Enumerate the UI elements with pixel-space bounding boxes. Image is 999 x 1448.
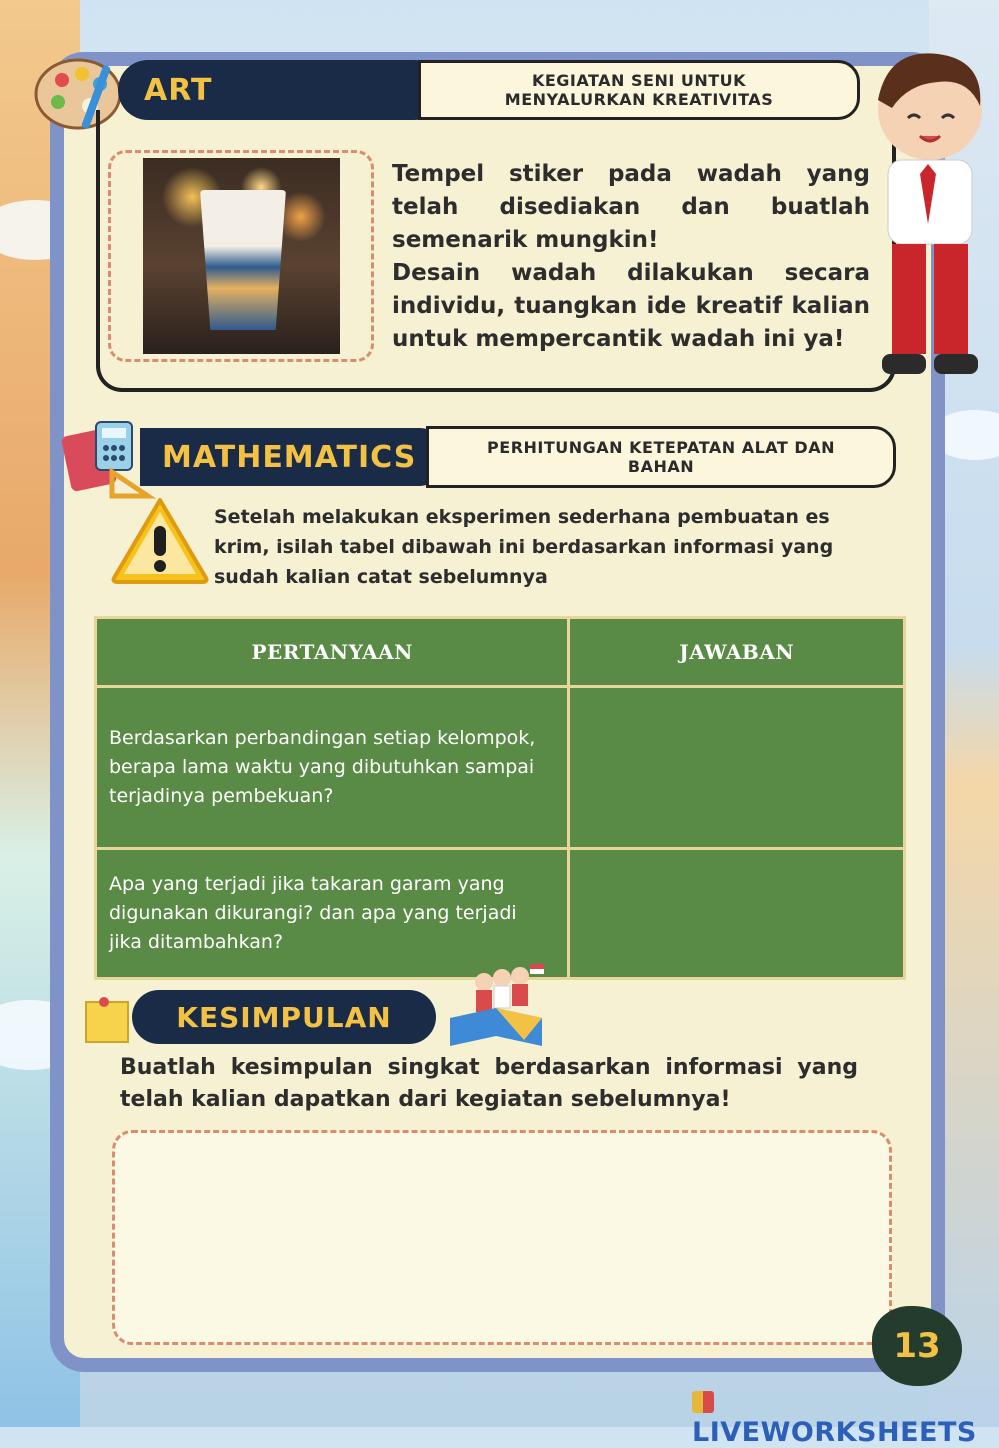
table-row xyxy=(96,687,905,849)
question-cell: Berdasarkan perbandingan setiap kelompok, berapa lama waktu yang dibutuhkan sampai terjadinya pembekuan? xyxy=(96,687,569,849)
student-character-illustration xyxy=(868,48,988,388)
students-book-illustration xyxy=(444,962,548,1054)
math-title-pill xyxy=(140,428,448,486)
table-row xyxy=(96,849,905,979)
sticky-note-icon xyxy=(82,994,132,1044)
kesimpulan-title-pill xyxy=(132,990,436,1044)
math-banner-text: PERHITUNGAN KETEPATAN ALAT DAN BAHAN xyxy=(487,438,835,476)
page-number: 13 xyxy=(893,1326,941,1366)
art-paragraph-2: Desain wadah dilakukan secara individu, tuangkan ide kreatif kalian untuk mempercantik wadah ini ya! xyxy=(392,260,870,352)
table-header-question: PERTANYAAN xyxy=(96,618,569,687)
decorated-cup-image xyxy=(200,190,286,330)
table-header-row xyxy=(96,618,905,687)
art-title: ART xyxy=(144,72,213,108)
answer-cell[interactable] xyxy=(569,687,905,849)
math-instruction: Setelah melakukan eksperimen sederhana pembuatan es krim, isilah tabel dibawah ini berdasarkan informasi yang sudah kalian catat sebelumnya xyxy=(214,506,834,588)
question-answer-table xyxy=(94,616,906,980)
liveworksheets-logo-icon xyxy=(692,1391,714,1413)
art-banner-text: KEGIATAN SENI UNTUK MENYALURKAN KREATIVITAS xyxy=(504,71,774,109)
brand-text: LIVEWORKSHEETS xyxy=(692,1417,977,1448)
liveworksheets-watermark xyxy=(692,1386,999,1448)
kesimpulan-title: KESIMPULAN xyxy=(176,1000,392,1034)
conclusion-answer-box[interactable] xyxy=(112,1130,892,1345)
art-paragraph-1: Tempel stiker pada wadah yang telah disediakan dan buatlah semenarik mungkin! xyxy=(392,161,870,253)
kesimpulan-instruction: Buatlah kesimpulan singkat berdasarkan informasi yang telah kalian dapatkan dari kegiatan sebelumnya! xyxy=(120,1055,858,1112)
question-cell: Apa yang terjadi jika takaran garam yang digunakan dikurangi? dan apa yang terjadi jika ditambahkan? xyxy=(96,849,569,979)
math-title: MATHEMATICS xyxy=(162,439,417,475)
math-banner xyxy=(426,426,896,488)
answer-cell[interactable] xyxy=(569,849,905,979)
warning-icon xyxy=(108,494,212,586)
art-instructions xyxy=(392,158,870,356)
table-header-answer: JAWABAN xyxy=(569,618,905,687)
